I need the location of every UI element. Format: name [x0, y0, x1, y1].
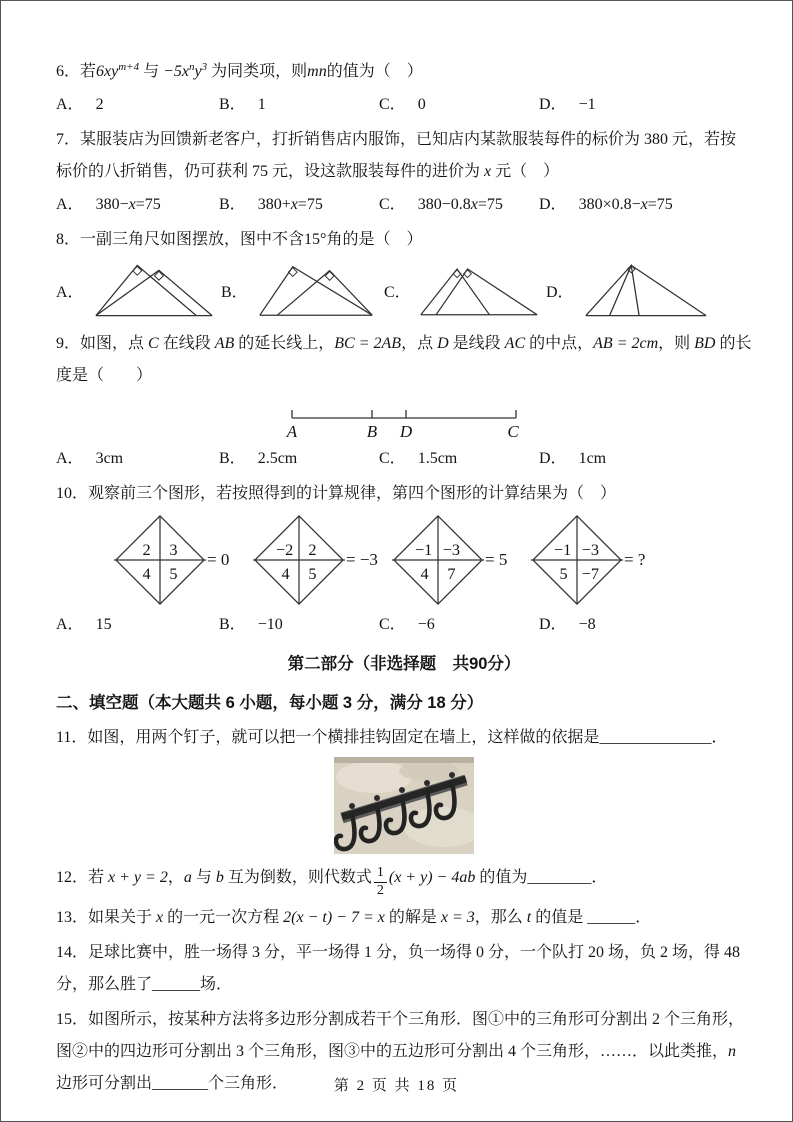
q9-option-d: D． 1cm — [539, 450, 607, 467]
math-expr: BC = 2AB — [334, 335, 402, 352]
q15-number: 15． — [56, 1010, 89, 1028]
answer-blank: ______ — [152, 975, 201, 993]
question-12 — [56, 862, 752, 899]
q10-diamond-3 — [392, 514, 531, 606]
q7-option-b: B． 380+x=75 — [219, 196, 323, 213]
diamond-figure — [392, 514, 484, 606]
angle-value: 15° — [304, 231, 327, 248]
svg-text:2: 2 — [308, 540, 317, 560]
math-expr: a — [183, 869, 192, 886]
fill-in-section-header: 二、填空题（本大题共 6 小题，每小题 3 分，满分 18 分） — [56, 694, 484, 712]
triangles-figure-c — [417, 258, 541, 322]
diamond-result: = 0 — [207, 550, 230, 569]
svg-text:−3: −3 — [442, 540, 461, 560]
answer-blank: _______ — [152, 1074, 209, 1092]
answer-blank: ______ — [587, 908, 636, 926]
q10-option-a: A． 15 — [56, 616, 112, 633]
q10-diamond-1 — [114, 514, 253, 606]
math-expr: n — [728, 1042, 737, 1060]
svg-text:5: 5 — [169, 564, 178, 584]
exponent: n — [189, 61, 195, 73]
q11-number: 11． — [56, 729, 88, 746]
svg-text:4: 4 — [420, 564, 429, 584]
q7-number: 7． — [56, 131, 81, 148]
diamond-figure — [253, 514, 345, 606]
math-expr: −5x — [163, 63, 190, 80]
math-expr: b — [215, 869, 224, 886]
q8-figure-d: D． — [546, 258, 752, 322]
diamond-figure — [531, 514, 623, 606]
svg-text:7: 7 — [447, 564, 456, 584]
svg-text:−1: −1 — [414, 540, 433, 560]
q9-options — [56, 442, 752, 475]
q6-option-c: C． 0 — [379, 96, 426, 113]
q7-option-c: C． 380−0.8x=75 — [379, 196, 503, 213]
question-10 — [56, 478, 752, 641]
exponent: 3 — [201, 61, 208, 73]
q12-number: 12． — [56, 869, 89, 886]
svg-text:−3: −3 — [581, 540, 600, 560]
math-expr: x = 3 — [440, 908, 475, 926]
q15-text-line1: 15．如图所示，按某种方法将多边形分割成若干个三角形．图①中的三角形可分割出 2 个三角形， — [56, 1010, 745, 1028]
q10-diamond-4 — [531, 514, 670, 606]
q9-text-line2: 度是（ ） — [56, 367, 153, 384]
q6-option-b: B． 1 — [219, 96, 266, 113]
q9-option-c: C． 1.5cm — [379, 450, 458, 467]
svg-text:−2: −2 — [275, 540, 294, 560]
triangles-figure-b — [254, 258, 380, 322]
svg-text:4: 4 — [281, 564, 290, 584]
point-label-b: B — [366, 422, 378, 440]
q10-number: 10． — [56, 485, 89, 502]
svg-text:2: 2 — [142, 540, 151, 560]
math-expr: x — [156, 908, 164, 926]
diamond-result: = 5 — [485, 550, 508, 569]
q9-number: 9． — [56, 335, 81, 352]
q12-text: 12．若 x + y = 2，a 与 b 互为倒数，则代数式 $\frac{1}{2}$ (x + y) − 4ab 的值为________． — [56, 865, 608, 898]
math-expr: 6xy — [96, 63, 119, 80]
q7-options — [56, 188, 752, 221]
math-expr: AC — [504, 335, 526, 352]
question-14 — [56, 937, 752, 1001]
svg-text:5: 5 — [308, 564, 317, 584]
q14-text-line1: 14．足球比赛中，胜一场得 3 分，平一场得 1 分，负一场得 0 分，一个队打 20 场，负 2 场，得 48 — [56, 943, 741, 961]
q13-number: 13． — [56, 908, 89, 926]
point-label-c: C — [507, 422, 519, 440]
math-expr: AB = 2cm — [593, 335, 659, 352]
question-11 — [56, 722, 752, 854]
q10-option-d: D． −8 — [539, 616, 596, 633]
q10-diamond-2 — [253, 514, 392, 606]
q11-text: 11．如图，用两个钉子，就可以把一个横排挂钩固定在墙上，这样做的依据是______________． — [56, 729, 728, 746]
math-expr: t — [526, 908, 532, 926]
q8-figures — [56, 258, 752, 322]
q10-option-b: B． −10 — [219, 616, 283, 633]
question-9 — [56, 328, 752, 475]
page-footer: 第 2 页 共 18 页 — [333, 1078, 460, 1094]
q7-text-line1: 7．某服装店为回馈新老客户，打折销售店内服饰，已知店内某款服装每件的标价为 380 元，若按 — [56, 131, 737, 148]
question-13 — [56, 902, 752, 934]
question-8 — [56, 224, 752, 322]
q7-option-a: A． 380−x=75 — [56, 196, 161, 213]
diamond-result: = ? — [624, 550, 646, 569]
svg-text:4: 4 — [142, 564, 151, 584]
point-label-d: D — [399, 422, 413, 440]
answer-blank: ________ — [527, 869, 592, 886]
q6-text: 6．若$6xy^{m+4}$ 与 $-5x^ny^3$ 为同类项，则mn的值为（ ） — [56, 61, 423, 80]
exponent: m+4 — [118, 61, 140, 73]
question-7 — [56, 124, 752, 221]
q9-text-line1: 9．如图，点 C 在线段 AB 的延长线上，BC = 2AB，点 D 是线段 AC 的中点，AB = 2cm，则 BD 的长 — [56, 335, 752, 352]
section-2-title: 第二部分（非选择题 共90分） — [287, 655, 521, 673]
q6-option-a: A． 2 — [56, 96, 104, 113]
math-expr: BD — [694, 335, 716, 352]
triangles-figure-d — [580, 258, 712, 322]
q8-figure-c: C． — [384, 258, 546, 322]
q7-option-d: D． 380×0.8−x=75 — [539, 196, 673, 213]
q10-diamond-figures — [114, 514, 752, 606]
svg-text:−7: −7 — [581, 564, 600, 584]
svg-text:−1: −1 — [553, 540, 572, 560]
q6-options — [56, 88, 752, 121]
fraction-one-half: $\frac{1}{2}$ — [374, 866, 387, 898]
q8-text: 8．一副三角尺如图摆放，图中不含15°角的是（ ） — [56, 231, 423, 248]
math-expr: x + y = 2 — [108, 869, 168, 886]
q8-figure-a: A． — [56, 258, 221, 322]
diamond-result: = −3 — [346, 550, 378, 569]
question-6 — [56, 51, 752, 121]
q6-option-d: D． −1 — [539, 96, 596, 113]
q13-text: 13．如果关于 x 的一元一次方程 2(x − t) − 7 = x 的解是 x = 3，那么 t 的值是 ______． — [56, 908, 652, 926]
svg-text:5: 5 — [559, 564, 568, 584]
q7-text-line2: 标价的八折销售，仍可获利 75 元，设这款服装每件的进价为 x 元（ ） — [56, 163, 560, 180]
q14-text-line2: 分，那么胜了______场． — [56, 975, 233, 993]
triangles-figure-a — [90, 258, 218, 322]
q9-option-a: A． 3cm — [56, 450, 124, 467]
math-expr: (x + y) − 4ab — [388, 869, 476, 886]
diamond-figure — [114, 514, 206, 606]
math-expr: D — [437, 335, 449, 352]
q8-number: 8． — [56, 231, 81, 248]
math-expr: y — [194, 63, 202, 80]
math-expr: C — [148, 335, 159, 352]
q9-option-b: B． 2.5cm — [219, 450, 298, 467]
q10-options — [56, 608, 752, 641]
q6-number: 6． — [56, 63, 81, 80]
q10-option-c: C． −6 — [379, 616, 435, 633]
answer-blank: ______________ — [599, 729, 712, 746]
q10-text: 10．观察前三个图形，若按照得到的计算规律，第四个图形的计算结果为（ ） — [56, 485, 617, 502]
svg-text:3: 3 — [169, 540, 178, 560]
segment-figure — [284, 394, 524, 440]
q14-number: 14． — [56, 943, 89, 961]
q8-figure-b: B． — [221, 258, 384, 322]
point-label-a: A — [286, 422, 298, 440]
coat-hook-rack-image — [334, 757, 474, 854]
q15-text-line2: 图②中的四边形可分割出 3 个三角形，图③中的五边形可分割出 4 个三角形，……．以此类推，n — [56, 1042, 737, 1060]
q15-text-line3: 边形可分割出_______个三角形． — [56, 1074, 289, 1092]
math-expr: mn — [307, 63, 327, 80]
math-expr: AB — [214, 335, 235, 352]
math-expr: 2(x − t) − 7 = x — [283, 908, 385, 926]
math-expr: x — [484, 163, 492, 180]
